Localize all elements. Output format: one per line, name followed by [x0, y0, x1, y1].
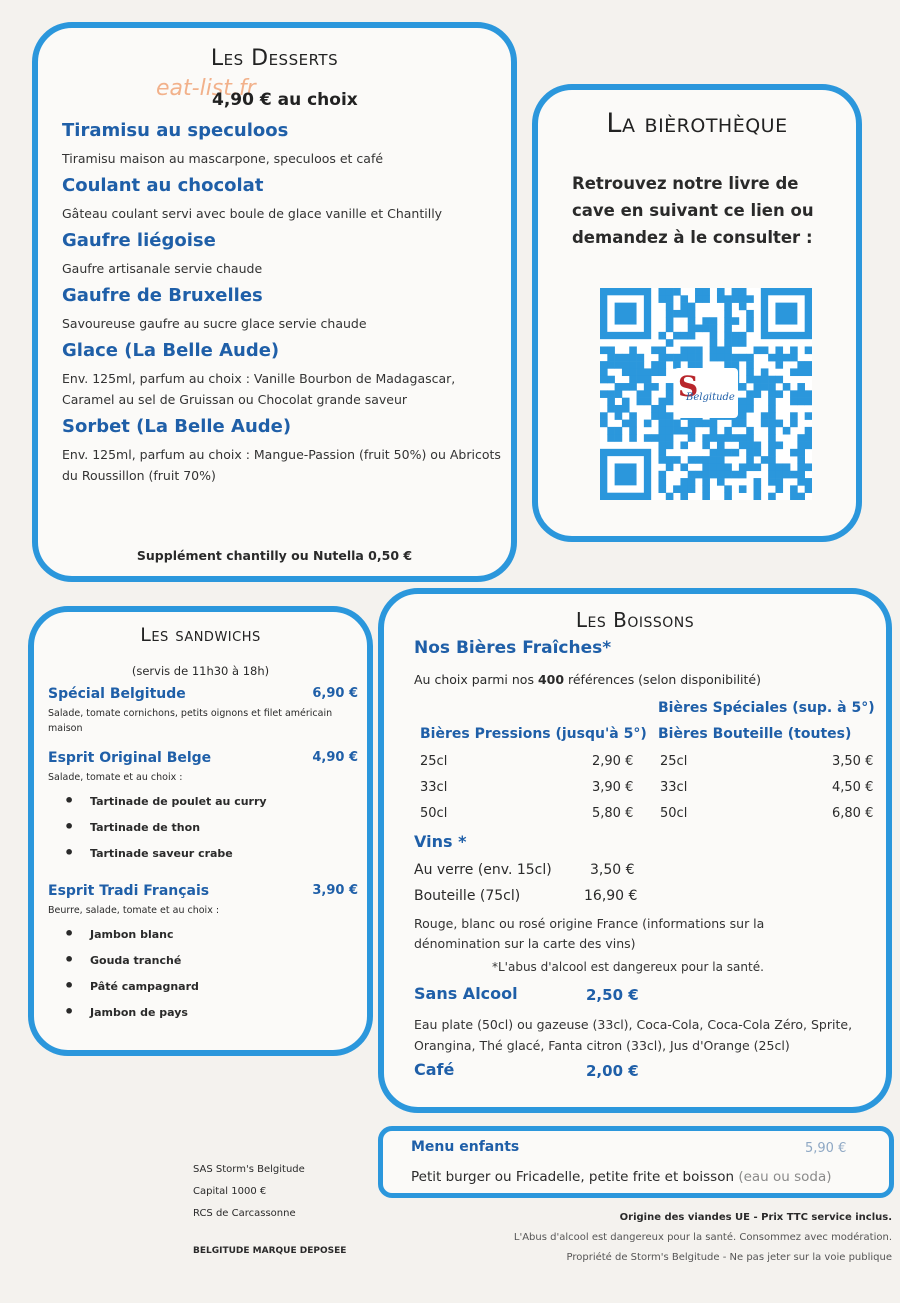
sandwich-option: • Tartinade saveur crabe	[48, 843, 358, 869]
qr-code[interactable]	[600, 288, 812, 500]
sandwichs-panel	[28, 606, 373, 1056]
legal-propriete: Propriété de Storm's Belgitude - Ne pas jeter sur la voie publique	[566, 1252, 892, 1263]
sandwich-option: • Gouda tranché	[48, 950, 358, 976]
menu-enfants-desc-main: Petit burger ou Fricadelle, petite frite et boisson	[411, 1169, 735, 1185]
sans-alcool-title: Sans Alcool	[414, 984, 518, 1003]
sandwich-price: 3,90 €	[312, 883, 358, 898]
sandwich-options	[48, 791, 358, 869]
bieres-intro-num: 400	[537, 672, 565, 687]
bouteille-head: Bières Bouteille (toutes)	[658, 726, 852, 742]
bieres-intro-post: références (selon disponibilité)	[564, 672, 761, 687]
menu-enfants-panel	[378, 1126, 894, 1198]
sandwich-item	[48, 750, 358, 869]
dessert-name: Coulant au chocolat	[62, 175, 264, 196]
pression-size: 25cl	[420, 754, 448, 769]
desserts-panel	[32, 22, 517, 582]
bouteille-size: 33cl	[660, 780, 688, 795]
dessert-name: Gaufre de Bruxelles	[62, 285, 263, 306]
qr-logo-mark: S	[678, 370, 699, 403]
sandwich-item	[48, 686, 358, 736]
sandwichs-hours: (servis de 11h30 à 18h)	[131, 664, 270, 678]
watermark: eat-list.fr	[156, 76, 256, 101]
sandwich-options	[48, 924, 358, 1028]
pression-price: 2,90 €	[592, 754, 634, 769]
legal-abus: L'Abus d'alcool est dangereux pour la santé. Consommez avec modération.	[513, 1232, 892, 1243]
legal-rcs: RCS de Carcassonne	[193, 1208, 296, 1219]
vin-label: Bouteille (75cl)	[414, 888, 521, 904]
desserts-subtitle: 4,90 € au choix	[212, 90, 358, 110]
sans-alcool-price: 2,50 €	[586, 986, 639, 1004]
vins-desc: Rouge, blanc ou rosé origine France (informations sur la dénomination sur la carte des vins)	[414, 916, 765, 951]
desserts-list	[62, 120, 502, 486]
alcool-warning: *L'abus d'alcool est dangereux pour la santé.	[492, 960, 764, 974]
desserts-supplement: Supplément chantilly ou Nutella 0,50 €	[136, 548, 413, 563]
bouteille-price: 4,50 €	[832, 780, 874, 795]
sandwich-desc: Beurre, salade, tomate et au choix :	[48, 905, 220, 916]
dessert-desc: Gâteau coulant servi avec boule de glace vanille et Chantilly	[62, 206, 443, 221]
sandwich-option: • Tartinade de thon	[48, 817, 358, 843]
sandwich-option: • Jambon de pays	[48, 1002, 358, 1028]
sans-alcool-desc: Eau plate (50cl) ou gazeuse (33cl), Coca-Cola, Coca-Cola Zéro, Sprite, Orangina, Thé glacé, Fanta citron (33cl), Jus d'Orange (25cl)	[414, 1017, 853, 1053]
menu-enfants-title: Menu enfants	[411, 1139, 520, 1155]
menu-enfants-desc-faded: (eau ou soda)	[738, 1169, 832, 1185]
sandwich-name: Esprit Tradi Français	[48, 883, 210, 899]
sandwich-desc: Salade, tomate cornichons, petits oignons et filet américain maison	[48, 708, 333, 734]
sandwich-name: Esprit Original Belge	[48, 750, 212, 766]
sandwichs-title: Les sandwichs	[140, 624, 261, 646]
legal-capital: Capital 1000 €	[193, 1186, 267, 1197]
qr-logo-text: Belgitude	[686, 392, 735, 403]
sandwichs-list	[48, 686, 358, 1028]
sandwich-price: 4,90 €	[312, 750, 358, 765]
dessert-name: Glace (La Belle Aude)	[62, 340, 280, 361]
sandwich-item	[48, 883, 358, 1028]
dessert-name: Sorbet (La Belle Aude)	[62, 416, 292, 437]
qr-logo	[674, 368, 738, 418]
speciales-head: Bières Spéciales (sup. à 5°)	[658, 700, 875, 716]
bieres-title: Nos Bières Fraîches*	[414, 638, 612, 658]
pression-price: 5,80 €	[592, 806, 634, 821]
dessert-desc: Savoureuse gaufre au sucre glace servie chaude	[62, 316, 367, 331]
bouteille-size: 50cl	[660, 806, 688, 821]
dessert-name: Tiramisu au speculoos	[62, 120, 289, 141]
bouteille-size: 25cl	[660, 754, 688, 769]
sandwich-option: • Pâté campagnard	[48, 976, 358, 1002]
boissons-panel	[378, 588, 892, 1113]
dessert-desc: Env. 125ml, parfum au choix : Mangue-Passion (fruit 50%) ou Abricots du Roussillon (fruit 70%)	[62, 447, 501, 483]
bouteille-price: 3,50 €	[832, 754, 874, 769]
legal-origine: Origine des viandes UE - Prix TTC service inclus.	[619, 1212, 892, 1223]
desserts-title: Les Desserts	[210, 46, 339, 71]
vins-title: Vins *	[414, 832, 467, 851]
legal-marque: BELGITUDE MARQUE DEPOSEE	[193, 1246, 347, 1256]
bieres-intro-pre: Au choix parmi nos	[414, 672, 538, 687]
bierotheque-text: Retrouvez notre livre de cave en suivant ce lien ou demandez à le consulter :	[572, 174, 814, 247]
legal-company: SAS Storm's Belgitude	[193, 1164, 305, 1175]
pression-size: 50cl	[420, 806, 448, 821]
sandwich-desc: Salade, tomate et au choix :	[48, 772, 183, 783]
sandwich-option: • Tartinade de poulet au curry	[48, 791, 358, 817]
pression-head: Bières Pressions (jusqu'à 5°)	[420, 726, 647, 742]
cafe-title: Café	[414, 1060, 455, 1079]
vin-price: 16,90 €	[584, 888, 638, 904]
bierotheque-panel	[532, 84, 862, 542]
sandwich-name: Spécial Belgitude	[48, 686, 186, 702]
vin-label: Au verre (env. 15cl)	[414, 862, 552, 878]
sandwich-option: • Jambon blanc	[48, 924, 358, 950]
bouteille-price: 6,80 €	[832, 806, 874, 821]
cafe-price: 2,00 €	[586, 1062, 639, 1080]
dessert-desc: Tiramisu maison au mascarpone, speculoos et café	[62, 151, 384, 166]
dessert-name: Gaufre liégoise	[62, 230, 216, 251]
bieres-intro	[414, 672, 761, 687]
pression-size: 33cl	[420, 780, 448, 795]
sandwich-price: 6,90 €	[312, 686, 358, 701]
menu-enfants-desc	[411, 1169, 832, 1185]
boissons-title: Les Boissons	[575, 608, 695, 632]
dessert-desc: Gaufre artisanale servie chaude	[62, 261, 263, 276]
menu-enfants-price: 5,90 €	[805, 1141, 847, 1156]
pression-price: 3,90 €	[592, 780, 634, 795]
vin-price: 3,50 €	[590, 862, 635, 878]
bierotheque-title: La bièrothèque	[606, 108, 788, 139]
dessert-desc: Env. 125ml, parfum au choix : Vanille Bourbon de Madagascar, Caramel au sel de Gruissan ou Chocolat grande saveur	[62, 371, 456, 407]
